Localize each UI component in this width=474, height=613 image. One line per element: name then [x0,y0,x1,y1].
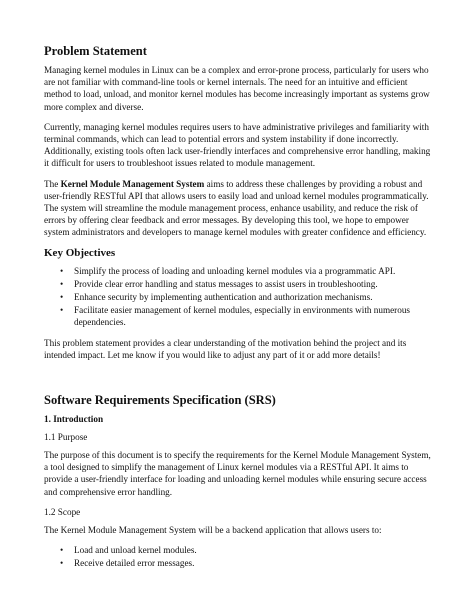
objective-text: Simplify the process of loading and unloading kernel modules via a programmatic API. [74,265,396,276]
problem-paragraph-3 [44,178,434,239]
purpose-subheading: 1.1 Purpose [44,432,88,443]
paragraph-3-rest: aims to address these challenges by providing a robust and user-friendly RESTful API that allows users to easily load and unload kernel modules programmatically. The system will streamline the module management process, enhance usability, and reduce the risk of errors by offering clear feedback and error messages. By developing this tool, we hope to empower system administrators and developers to manage kernel modules with greater confidence and efficiency. [44,178,429,238]
closing-paragraph: This problem statement provides a clear understanding of the motivation behind the project and its intended impact. Let me know if you would like to adjust any part of it or add more details! [44,337,407,360]
scope-paragraph: The Kernel Module Management System will be a backend application that allows users to: [44,524,382,535]
system-name-bold: Kernel Module Management System [60,178,205,189]
srs-heading: Software Requirements Specification (SRS) [44,393,276,408]
problem-paragraph-2: Currently, managing kernel modules requires users to have administrative privileges and familiarity with terminal commands, which can lead to potential errors and system instability if done incorrectly. Additionally, existing tools often lack user-friendly interfaces and comprehensive error handling, making it difficult for users to troubleshoot issues related to module management. [44,121,431,169]
objectives-list [44,265,434,329]
objective-item [60,291,434,303]
purpose-paragraph: The purpose of this document is to specify the requirements for the Kernel Module Management System, a tool designed to simplify the management of Linux kernel modules via a RESTful API. It aims to provide a user-friendly interface for loading and unloading kernel modules while ensuring secure access and comprehensive error handling. [44,450,431,497]
paragraph-3-prefix: The [44,178,61,189]
bullet-icon: • [60,558,64,569]
bullet-icon: • [60,292,64,303]
objective-item [60,265,434,277]
scope-item [60,544,434,556]
objective-text: Provide clear error handling and status messages to assist users in troubleshooting. [74,278,378,289]
scope-list [44,544,434,569]
bullet-icon: • [60,545,64,556]
document-page [44,44,434,577]
bullet-icon: • [60,305,64,316]
key-objectives-heading: Key Objectives [44,246,116,259]
scope-item-text: Receive detailed error messages. [74,558,195,569]
bullet-icon: • [60,265,64,276]
scope-item [60,557,434,569]
scope-item-text: Load and unload kernel modules. [74,545,197,556]
objective-text: Enhance security by implementing authentication and authorization mechanisms. [74,292,373,303]
introduction-heading: 1. Introduction [44,414,104,425]
objective-item [60,304,434,328]
problem-paragraph-1: Managing kernel modules in Linux can be a complex and error-prone process, particularly for users who are not familiar with command-line tools or kernel internals. The need for an intuitive and efficient method to load, unload, and monitor kernel modules has become increasingly important as systems grow more complex and diverse. [44,65,430,112]
problem-statement-heading: Problem Statement [44,44,147,58]
scope-subheading: 1.2 Scope [44,506,81,517]
section-gap [44,369,434,393]
objective-text: Facilitate easier management of kernel modules, especially in environments with numerous dependencies. [74,305,411,328]
objective-item [60,278,434,290]
bullet-icon: • [60,278,64,289]
